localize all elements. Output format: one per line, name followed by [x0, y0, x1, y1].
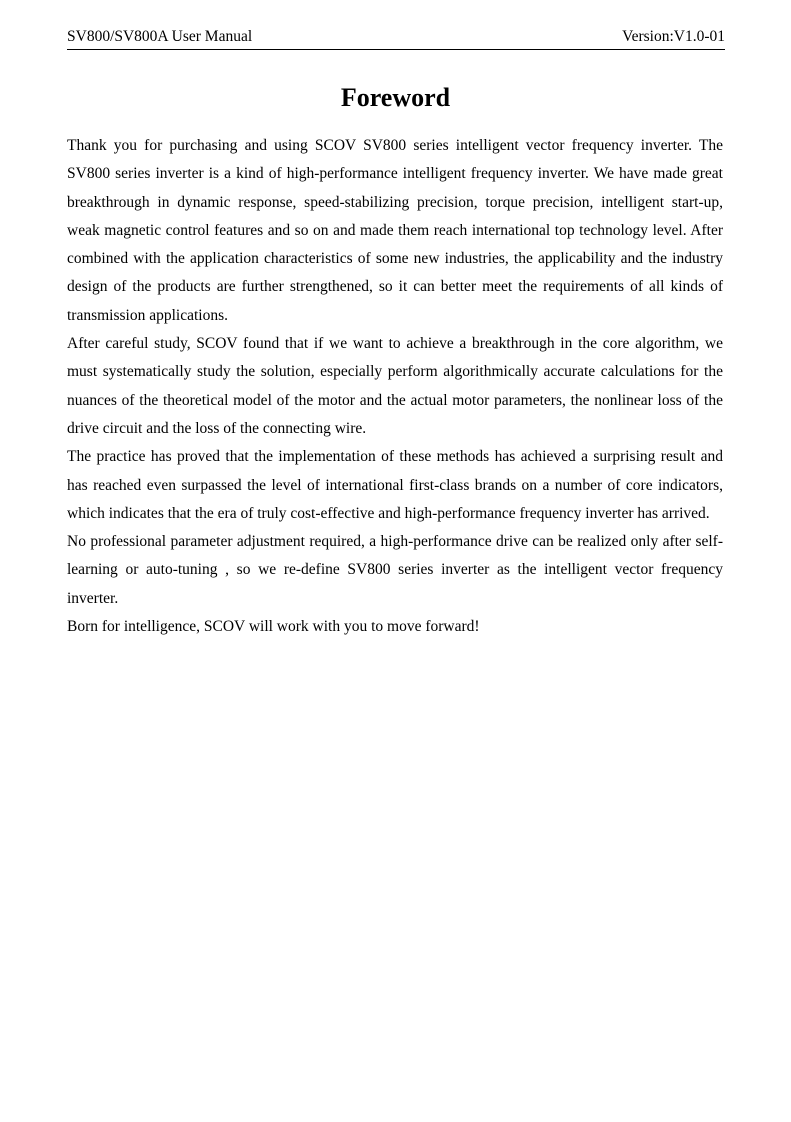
paragraph: Born for intelligence, SCOV will work with you to move forward!	[67, 618, 480, 636]
manual-title: SV800/SV800A User Manual	[67, 28, 253, 45]
foreword-body	[67, 132, 723, 641]
page-header	[67, 27, 725, 50]
paragraph: After careful study, SCOV found that if we want to achieve a breakthrough in the core algorithm, we must systematically study the solution, especially perform algorithmically accurate calculations for the nuances of the theoretical model of the motor and the actual motor parameters, the nonlinear loss of the drive circuit and the loss of the connecting wire.	[67, 335, 723, 437]
paragraph: No professional parameter adjustment required, a high-performance drive can be realized only after self-learning or auto-tuning , so we re-define SV800 series inverter as the intelligent vector frequency inverter.	[67, 533, 723, 607]
version-label: Version:V1.0-01	[622, 28, 725, 45]
page-title: Foreword	[340, 83, 451, 112]
paragraph: Thank you for purchasing and using SCOV SV800 series intelligent vector frequency inverter. The SV800 series inverter is a kind of high-performance intelligent frequency inverter. We have made great breakthrough in dynamic response, speed-stabilizing precision, torque precision, intelligent start-up, weak magnetic control features and so on and made them reach international top technology level. After combined with the application characteristics of some new industries, the applicability and the industry design of the products are further strengthened, so it can better meet the requirements of all kinds of transmission applications.	[67, 137, 723, 324]
paragraph: The practice has proved that the implementation of these methods has achieved a surprising result and has reached even surpassed the level of international first-class brands on a number of core indicators, which indicates that the era of truly cost-effective and high-performance frequency inverter has arrived.	[67, 448, 723, 522]
